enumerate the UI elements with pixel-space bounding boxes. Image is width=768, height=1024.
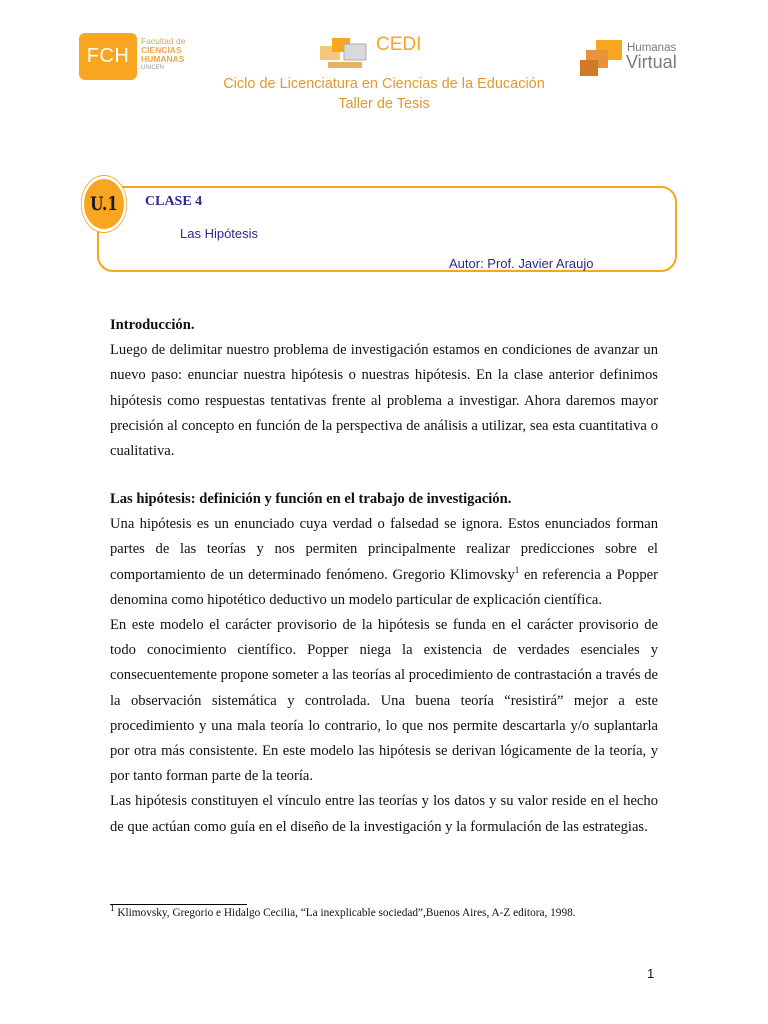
cedi-computer-icon xyxy=(318,36,370,72)
footnote-divider xyxy=(110,904,247,905)
class-topic: Las Hipótesis xyxy=(180,226,259,241)
hypothesis-heading: Las hipótesis: definición y función en el trabajo de investigación. xyxy=(110,491,512,507)
page-number: 1 xyxy=(647,966,655,981)
introduction-section xyxy=(110,313,658,464)
introduction-paragraph: Luego de delimitar nuestro problema de investigación estamos en condiciones de avanzar un nuevo paso: enunciar nuestra hipótesis o nuestras hipótesis. En la clase anterior definimos hipótesis como respuestas tentativas frente al problema a investigar. Ahora daremos mayor precisión al concepto en función de la perspectiva de análisis a utilizar, sea esta cuantitativa o cualitativa. xyxy=(110,342,658,460)
fch-logo-subtitle: Facultad de CIENCIAS HUMANAS UNICEN xyxy=(141,36,186,71)
humanas-virtual-icon xyxy=(580,40,624,78)
cedi-logo: CEDI xyxy=(318,32,468,72)
footnote-marker: 1 xyxy=(110,903,115,914)
header-title: Ciclo de Licenciatura en Ciencias de la Educación xyxy=(223,76,545,92)
hypothesis-paragraph-1: Una hipótesis es un enunciado cuya verdad o falsedad se ignora. Estos enunciados forman partes de las teorías y nos permiten principalmente realizar predicciones sobre el comportamiento de un determinado fenómeno. Gregorio Klimovsky$^1$ en referencia a Popper denomina como hipotético deductivo un modelo particular de explicación científica. xyxy=(110,516,658,608)
fch-logo: FCH xyxy=(79,33,137,80)
hypothesis-paragraph-2: En este modelo el carácter provisorio de la hipótesis se funda en el carácter provisorio de todo conocimiento científico. Popper niega la existencia de verdades esenciales y consecuentemente propone someter a las teorías al procedimiento de contrastación a través de la observación sistemática y controlada. Una buena teoría “resistirá” mejor a este procedimiento y una mala teoría lo contrario, lo que nos permite descartarla y/o suplantarla por otra más consistente. En este modelo las hipótesis se derivan lógicamente de la teoría, y por tanto forman parte de la teoría. xyxy=(110,617,658,785)
cedi-logo-subtitle xyxy=(376,56,446,64)
footnote-reference[interactable]: 1 xyxy=(514,564,520,575)
humanas-virtual-logo-line1: Humanas xyxy=(627,42,677,54)
header-subtitle: Taller de Tesis xyxy=(338,96,430,112)
introduction-heading: Introducción. xyxy=(110,317,195,333)
class-author: Autor: Prof. Javier Araujo xyxy=(449,256,594,271)
footnote: $^1$ Klimovsky, Gregorio e Hidalgo Cecilia, “La inexplicable sociedad”,Buenos Aires, A-Z editora, 1998. xyxy=(110,903,576,919)
humanas-virtual-logo-line2: Virtual xyxy=(626,52,677,72)
unit-badge: U.1 xyxy=(82,176,127,232)
hypothesis-paragraph-3: Las hipótesis constituyen el vínculo entre las teorías y los datos y su valor reside en el hecho de que actúan como guía en el diseño de la investigación y la formulación de las estrategias. xyxy=(110,793,658,835)
class-number: CLASE 4 xyxy=(145,194,203,209)
hypothesis-section xyxy=(110,487,658,840)
